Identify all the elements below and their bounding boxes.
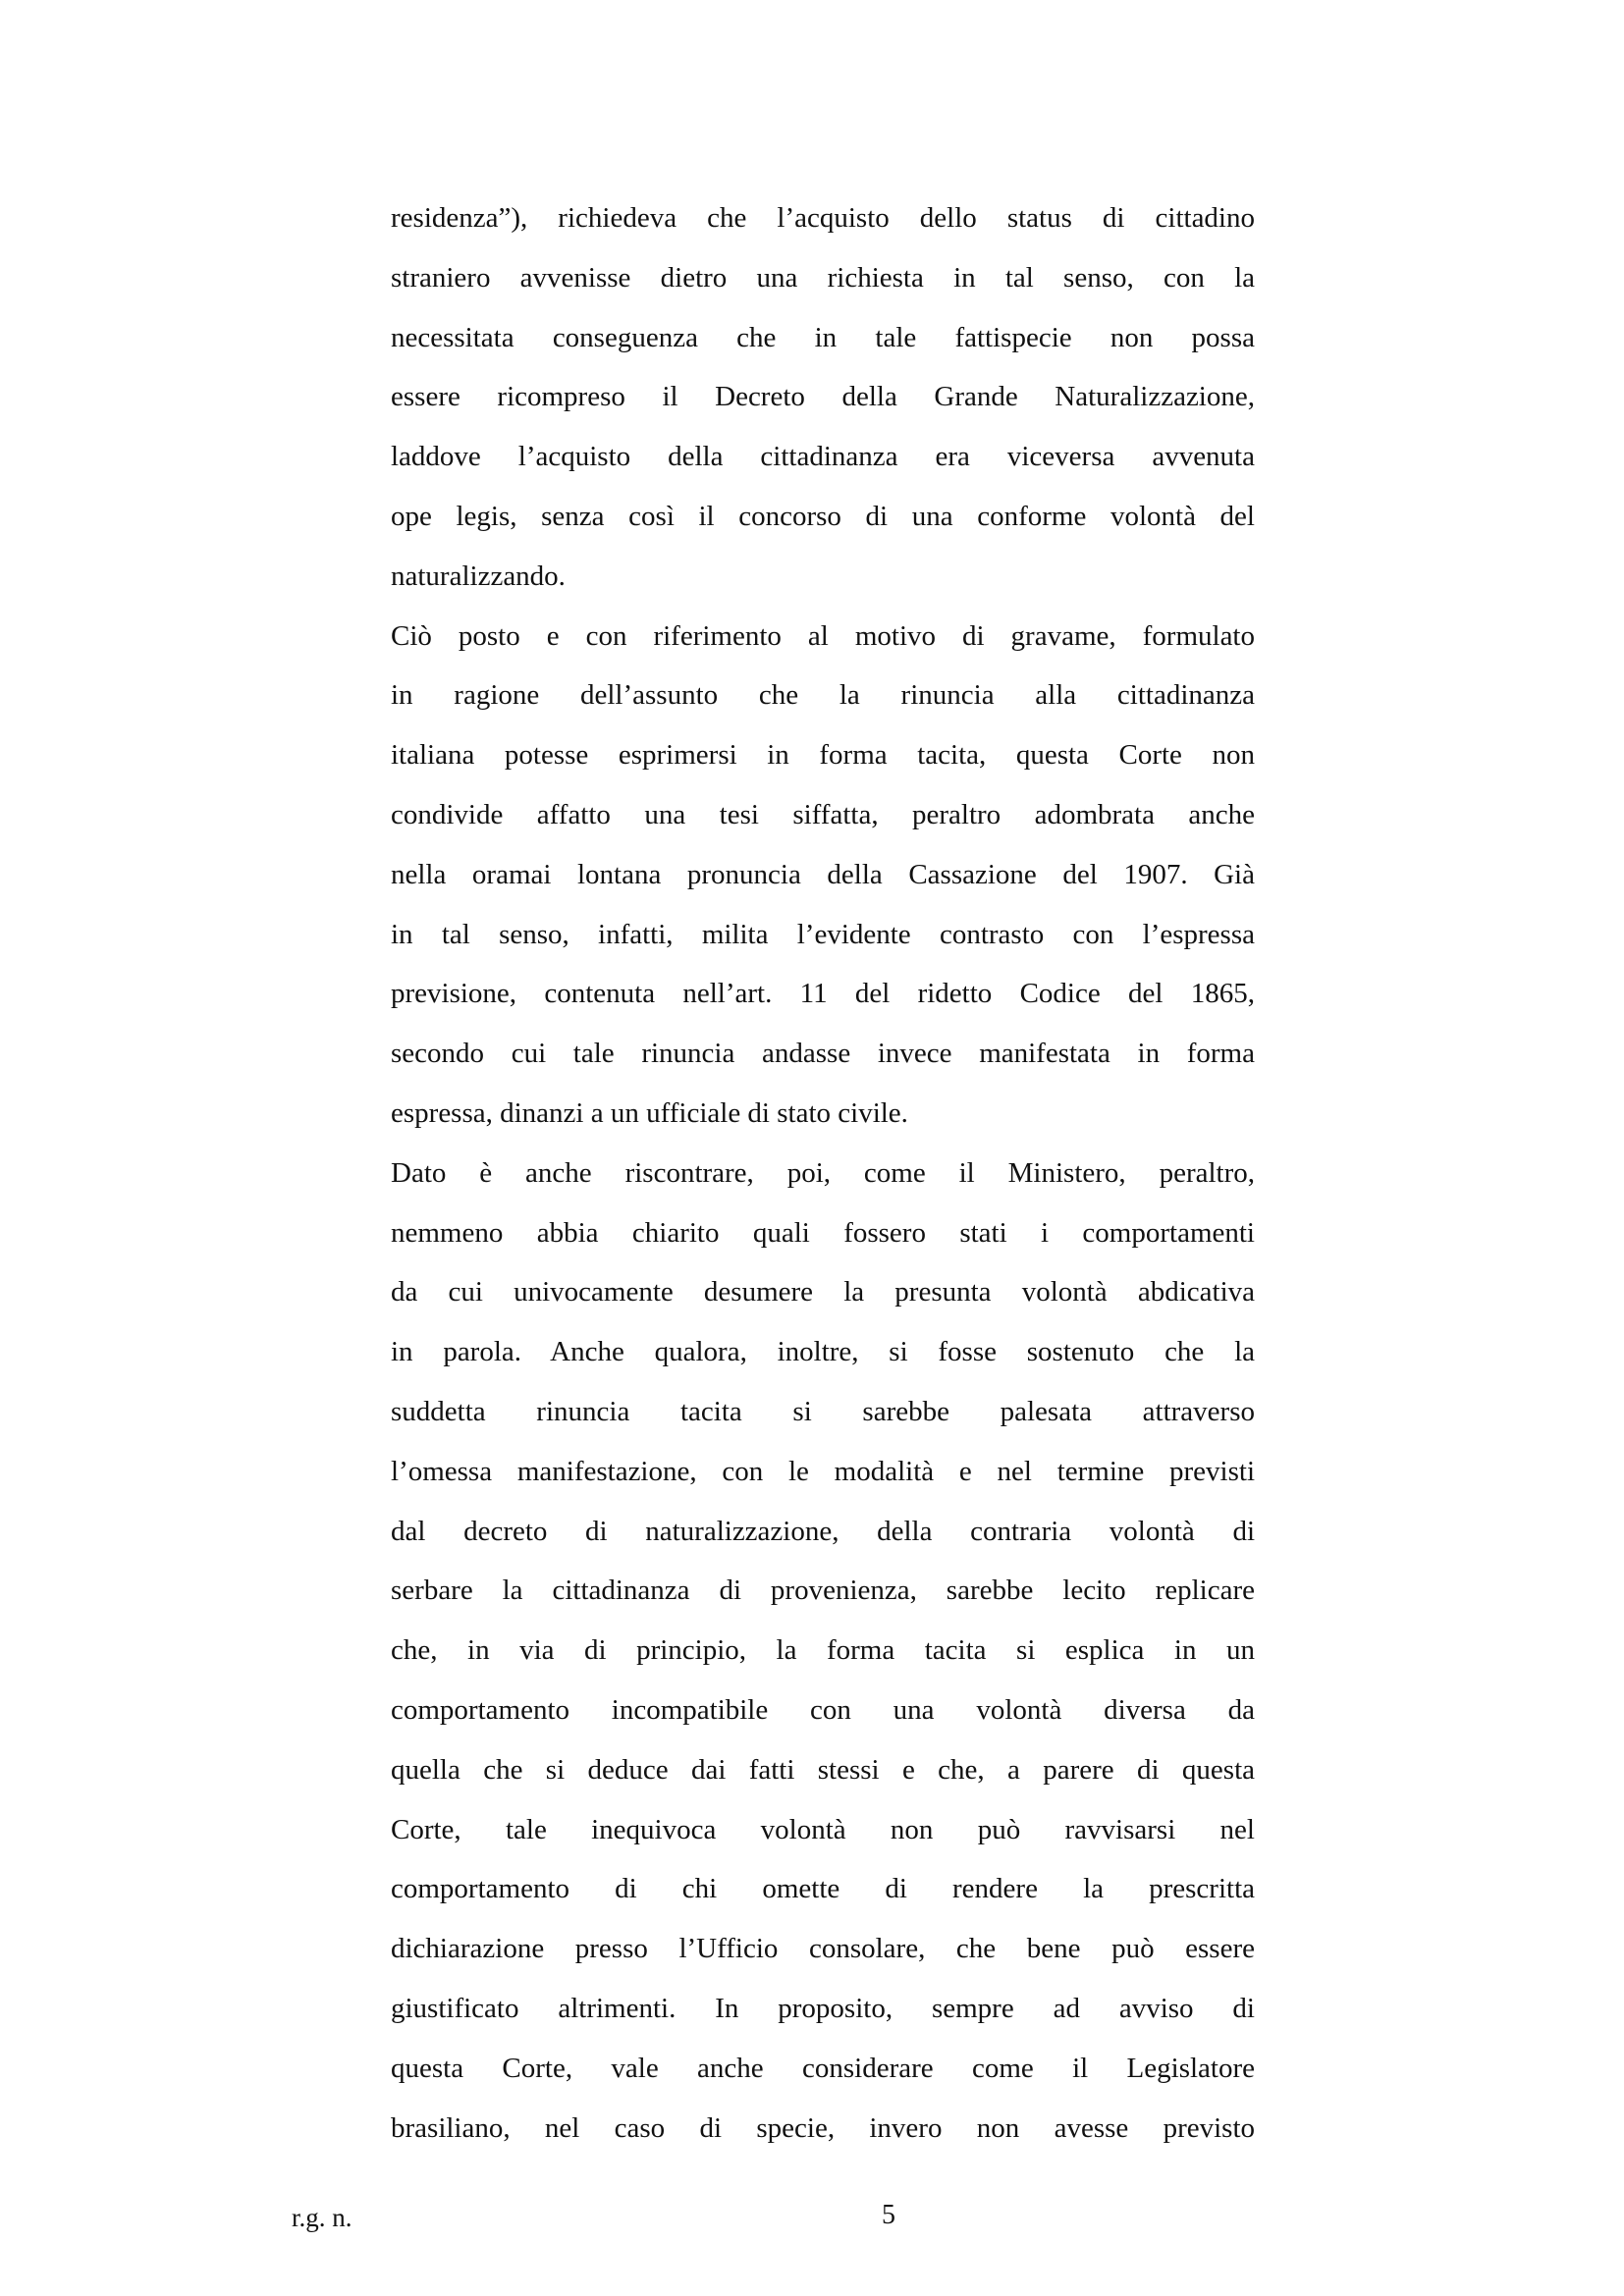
text-line: condivide affatto una tesi siffatta, peraltro adombrata anche [391, 798, 1255, 830]
text-line: suddetta rinuncia tacita si sarebbe palesata attraverso [391, 1395, 1255, 1427]
text-line: italiana potesse esprimersi in forma tacita, questa Corte non [391, 739, 1255, 772]
text-line: naturalizzando. [391, 560, 566, 592]
text-line: previsione, contenuta nell’art. 11 del ridetto Codice del 1865, [391, 978, 1255, 1010]
text-line: l’omessa manifestazione, con le modalità e nel termine previsti [391, 1455, 1255, 1487]
text-line: in parola. Anche qualora, inoltre, si fosse sostenuto che la [391, 1336, 1255, 1368]
text-line: straniero avvenisse dietro una richiesta in tal senso, con la [391, 261, 1255, 294]
text-line: in tal senso, infatti, milita l’evidente contrasto con l’espressa [391, 918, 1255, 950]
text-line: comportamento incompatibile con una volontà diversa da [391, 1693, 1255, 1726]
text-line: brasiliano, nel caso di specie, invero non avesse previsto [391, 2111, 1255, 2144]
text-line: residenza”), richiedeva che l’acquisto dello status di cittadino [391, 202, 1255, 234]
text-line: Ciò posto e con riferimento al motivo di gravame, formulato [391, 619, 1255, 652]
text-line: essere ricompreso il Decreto della Grande Naturalizzazione, [391, 381, 1255, 413]
text-line: che, in via di principio, la forma tacita si esplica in un [391, 1634, 1255, 1667]
text-line: da cui univocamente desumere la presunta volontà abdicativa [391, 1276, 1255, 1308]
text-line: giustificato altrimenti. In proposito, sempre ad avviso di [391, 1992, 1255, 2024]
text-line: secondo cui tale rinuncia andasse invece manifestata in forma [391, 1038, 1255, 1070]
text-line: in ragione dell’assunto che la rinuncia alla cittadinanza [391, 679, 1255, 712]
footer-docket-label: r.g. n. [292, 2203, 352, 2232]
text-line: comportamento di chi omette di rendere la prescritta [391, 1873, 1255, 1905]
text-line: Dato è anche riscontrare, poi, come il Ministero, peraltro, [391, 1156, 1255, 1189]
text-line: laddove l’acquisto della cittadinanza era viceversa avvenuta [391, 441, 1255, 473]
text-line: espressa, dinanzi a un ufficiale di stato civile. [391, 1096, 908, 1129]
text-line: questa Corte, vale anche considerare come il Legislatore [391, 2052, 1255, 2084]
text-line: Corte, tale inequivoca volontà non può ravvisarsi nel [391, 1813, 1255, 1845]
text-line: nella oramai lontana pronuncia della Cassazione del 1907. Già [391, 858, 1255, 890]
body-text [391, 188, 1255, 2158]
text-line: serbare la cittadinanza di provenienza, sarebbe lecito replicare [391, 1575, 1255, 1607]
text-line: dichiarazione presso l’Ufficio consolare, che bene può essere [391, 1933, 1255, 1965]
page-number: 5 [882, 2200, 895, 2230]
text-line: dal decreto di naturalizzazione, della contraria volontà di [391, 1515, 1255, 1547]
text-line: ope legis, senza così il concorso di una conforme volontà del [391, 500, 1255, 532]
text-line: nemmeno abbia chiarito quali fossero stati i comportamenti [391, 1216, 1255, 1249]
text-line: necessitata conseguenza che in tale fattispecie non possa [391, 321, 1255, 353]
text-line: quella che si deduce dai fatti stessi e che, a parere di questa [391, 1753, 1255, 1786]
